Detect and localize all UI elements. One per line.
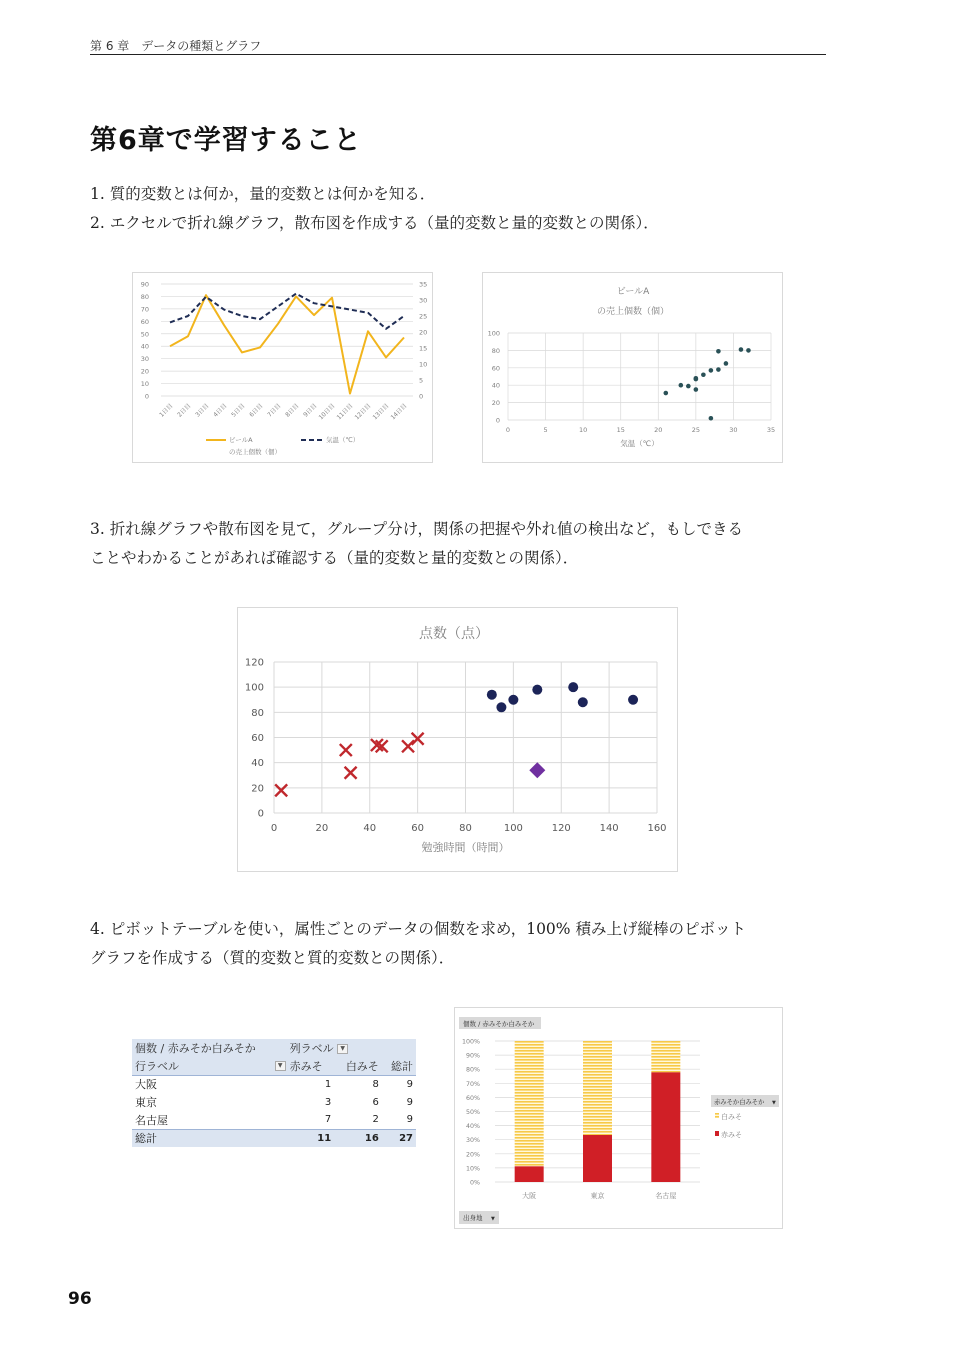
y-left-tick-label: 50	[140, 330, 149, 339]
data-point	[724, 361, 729, 366]
pivot-total-label: 総計	[132, 1129, 287, 1147]
x-tick-label: 120	[551, 823, 571, 834]
x-tick-label: 20	[654, 426, 663, 434]
item-3	[90, 515, 830, 573]
y-left-tick-label: 60	[140, 317, 149, 326]
legend-label-beer: ビールA	[229, 436, 253, 444]
y-right-tick-label: 0	[419, 392, 424, 401]
page-number: 96	[68, 1289, 92, 1309]
y-right-tick-label: 25	[419, 312, 428, 321]
pivot-cell: 2	[372, 1114, 379, 1126]
x-tick-label: 1日目	[158, 402, 175, 419]
pivot-total-row	[132, 1129, 416, 1147]
data-point	[746, 348, 751, 353]
pivot-cell: 9	[406, 1114, 413, 1126]
y-left-tick-label: 70	[140, 305, 149, 314]
y-tick-label: 80	[491, 346, 500, 355]
circle-marker	[568, 682, 578, 692]
legend-label-beer-2: の売上個数（個）	[229, 448, 281, 456]
bar-segment-red-miso	[651, 1072, 680, 1182]
data-point	[709, 416, 714, 421]
line-chart	[133, 273, 434, 464]
pivot-cell: 9	[406, 1078, 413, 1090]
bar-segment-red-miso	[583, 1135, 612, 1182]
running-header	[90, 37, 826, 55]
x-axis-label: 勉強時間（時間）	[421, 841, 510, 854]
y-left-tick-label: 30	[140, 355, 149, 364]
pivot-col-header: 赤みそ	[287, 1057, 335, 1075]
field-button-label: 個数 / 赤みそか白みそか	[463, 1020, 535, 1028]
x-tick-label: 名古屋	[655, 1192, 677, 1200]
data-point	[716, 367, 721, 372]
y-tick-label: 20	[251, 783, 264, 795]
bar-segment-white-miso	[651, 1041, 680, 1072]
y-tick-label: 0	[495, 416, 500, 425]
y-tick-label: 0%	[470, 1179, 480, 1187]
x-tick-label: 15	[616, 426, 625, 434]
data-point	[679, 383, 684, 388]
temp-scatter-frame	[482, 272, 783, 463]
pivot-total-cell: 16	[334, 1129, 382, 1147]
x-marker	[340, 744, 352, 756]
y-left-tick-label: 10	[140, 380, 149, 389]
page-title: 第6章で学習すること	[90, 125, 362, 156]
circle-marker	[628, 695, 638, 705]
x-tick-label: 0	[505, 426, 511, 434]
x-tick-label: 30	[729, 426, 738, 434]
pivot-chart-frame	[454, 1007, 783, 1229]
x-axis-label: 気温（℃）	[620, 439, 659, 448]
item-4	[90, 915, 830, 973]
data-point	[709, 368, 714, 373]
pivot-row-label: 東京	[135, 1096, 157, 1109]
y-tick-label: 60	[491, 364, 500, 373]
item-2	[90, 209, 830, 238]
x-tick-label: 80	[459, 823, 472, 834]
pivot-total-cell: 11	[287, 1129, 335, 1147]
y-tick-label: 50%	[466, 1109, 480, 1116]
y-right-tick-label: 35	[419, 280, 428, 289]
x-tick-label: 12日目	[353, 402, 373, 422]
y-tick-label: 120	[244, 657, 264, 669]
y-tick-label: 70%	[466, 1080, 480, 1088]
legend-swatch-red	[715, 1131, 719, 1136]
y-tick-label: 100%	[461, 1038, 480, 1046]
pivot-total-cell: 27	[382, 1129, 416, 1147]
temp-scatter-chart	[483, 273, 784, 464]
legend-label-white: 白みそ	[721, 1113, 742, 1121]
x-marker	[345, 767, 357, 779]
line-chart-frame	[132, 272, 433, 463]
y-right-tick-label: 15	[419, 344, 428, 353]
item-1-line: 1. 質的変数とは何か，量的変数とは何かを知る．	[90, 185, 436, 203]
x-marker	[275, 784, 287, 796]
x-tick-label: 7日目	[266, 402, 283, 419]
running-title: 第 6 章 データの種類とグラフ	[90, 39, 262, 53]
data-point	[664, 391, 669, 396]
y-right-tick-label: 20	[419, 328, 428, 337]
pivot-corner: 個数 / 赤みそか白みそか	[132, 1039, 287, 1057]
pivot-chart	[455, 1008, 784, 1230]
pivot-header-row-2	[132, 1057, 416, 1075]
x-marker	[402, 740, 414, 752]
data-point	[694, 377, 699, 382]
pivot-table	[132, 1039, 416, 1147]
y-tick-label: 20%	[466, 1151, 480, 1159]
item-4-line-1: 4. ピボットテーブルを使い，属性ごとのデータの個数を求め，100% 積み上げ縦棒のピボット	[90, 920, 746, 938]
study-scatter-chart	[238, 608, 679, 873]
beer-sales-line	[170, 295, 404, 393]
y-left-tick-label: 90	[140, 280, 149, 289]
pivot-row-label: 名古屋	[135, 1113, 168, 1127]
x-tick-label: 160	[647, 823, 667, 834]
pivot-row-label-cell[interactable]	[132, 1057, 287, 1075]
pivot-col-header: 白みそ	[334, 1057, 382, 1075]
chart-title: 点数（点）	[419, 626, 489, 642]
y-tick-label: 40%	[466, 1123, 480, 1131]
x-tick-label: 東京	[590, 1192, 605, 1200]
item-3-line-2: ことやわかることがあれば確認する（量的変数と量的変数との関係）．	[90, 549, 579, 567]
pivot-cell: 3	[324, 1096, 332, 1108]
bar-segment-white-miso	[583, 1041, 612, 1135]
data-point	[739, 347, 744, 352]
y-tick-label: 60%	[466, 1094, 480, 1102]
x-tick-label: 大阪	[522, 1192, 537, 1200]
pivot-row	[132, 1111, 416, 1129]
circle-marker	[578, 697, 588, 707]
y-right-tick-label: 10	[419, 360, 428, 369]
x-tick-label: 6日目	[248, 402, 265, 419]
circle-marker	[532, 685, 542, 695]
pivot-col-label-cell[interactable]	[287, 1039, 416, 1057]
pivot-cell: 9	[406, 1096, 413, 1108]
pivot-row-label: 行ラベル	[135, 1059, 179, 1073]
x-tick-label: 140	[599, 823, 619, 834]
y-right-tick-label: 5	[419, 376, 424, 385]
y-left-tick-label: 20	[140, 367, 149, 376]
y-right-tick-label: 30	[419, 296, 428, 305]
y-tick-label: 100	[244, 682, 264, 694]
circle-marker	[508, 695, 518, 705]
chart-title: ビールA	[616, 287, 650, 297]
pivot-col-header: 総計	[382, 1057, 416, 1075]
pivot-col-label: 列ラベル	[289, 1042, 334, 1055]
pivot-header-row-1	[132, 1039, 416, 1057]
study-scatter-frame	[237, 607, 678, 872]
x-tick-label: 0	[270, 823, 278, 834]
x-tick-label: 5	[543, 426, 548, 434]
legend-swatch-white	[715, 1113, 719, 1118]
row-filter-dropdown-icon[interactable]: ▼	[275, 1061, 286, 1071]
x-tick-label: 4日目	[212, 402, 229, 419]
y-tick-label: 30%	[466, 1137, 480, 1145]
y-tick-label: 40	[251, 758, 264, 770]
x-tick-label: 8日目	[284, 402, 301, 419]
y-tick-label: 80%	[466, 1066, 480, 1074]
axis-field-label: 出身地	[463, 1214, 483, 1222]
bar-segment-red-miso	[515, 1166, 544, 1182]
x-tick-label: 9日目	[302, 402, 319, 419]
x-tick-label: 25	[691, 426, 700, 434]
y-left-tick-label: 0	[144, 392, 149, 401]
item-1	[90, 180, 830, 209]
pivot-cell: 8	[372, 1078, 379, 1090]
axis-field-dropdown-icon: ▼	[491, 1216, 495, 1222]
y-left-tick-label: 80	[140, 292, 149, 301]
legend-label-temp: 気温（℃）	[326, 436, 360, 444]
x-tick-label: 10日目	[317, 402, 337, 422]
circle-marker	[487, 690, 497, 700]
data-point	[716, 349, 721, 354]
y-tick-label: 60	[251, 733, 264, 744]
data-point	[686, 384, 691, 389]
y-tick-label: 100	[487, 329, 500, 338]
x-tick-label: 5日目	[230, 402, 247, 419]
data-point	[694, 387, 699, 392]
circle-marker	[496, 702, 506, 712]
chart-title-2: の売上個数（個）	[596, 307, 670, 317]
y-tick-label: 80	[251, 707, 264, 719]
y-tick-label: 90%	[466, 1052, 480, 1060]
legend-dropdown-icon: ▼	[772, 1100, 776, 1106]
bar-segment-white-miso	[515, 1041, 544, 1166]
legend-label-red: 赤みそ	[721, 1131, 742, 1139]
pivot-cell: 6	[372, 1096, 379, 1108]
y-tick-label: 0	[257, 808, 264, 820]
diamond-marker	[529, 762, 545, 778]
data-point	[701, 372, 706, 377]
pivot-row-label: 大阪	[135, 1078, 157, 1092]
x-tick-label: 35	[766, 426, 776, 434]
pivot-cell: 1	[324, 1078, 332, 1090]
x-tick-label: 20	[315, 823, 329, 834]
pivot-row	[132, 1093, 416, 1111]
x-tick-label: 100	[503, 823, 523, 834]
y-left-tick-label: 40	[140, 342, 149, 351]
y-tick-label: 10%	[466, 1165, 480, 1173]
y-tick-label: 40	[491, 381, 500, 390]
x-tick-label: 40	[363, 823, 377, 834]
x-tick-label: 60	[411, 823, 424, 834]
item-4-line-2: グラフを作成する（質的変数と質的変数との関係）．	[90, 949, 455, 967]
item-3-line-1: 3. 折れ線グラフや散布図を見て，グループ分け，関係の把握や外れ値の検出など，もしできる	[90, 520, 744, 538]
legend-title: 赤みそか白みそか	[714, 1099, 765, 1106]
x-tick-label: 10	[579, 426, 588, 434]
x-tick-label: 14日目	[389, 402, 409, 422]
pivot-cell: 7	[324, 1114, 332, 1126]
x-tick-label: 13日目	[371, 402, 391, 422]
y-tick-label: 20	[491, 399, 500, 408]
item-2-line: 2. エクセルで折れ線グラフ，散布図を作成する（量的変数と量的変数との関係）．	[90, 214, 659, 232]
pivot-row	[132, 1075, 416, 1093]
x-tick-label: 2日目	[176, 402, 193, 419]
col-filter-dropdown-icon[interactable]: ▼	[337, 1044, 348, 1054]
x-tick-label: 3日目	[194, 402, 211, 419]
x-tick-label: 11日目	[335, 402, 355, 422]
